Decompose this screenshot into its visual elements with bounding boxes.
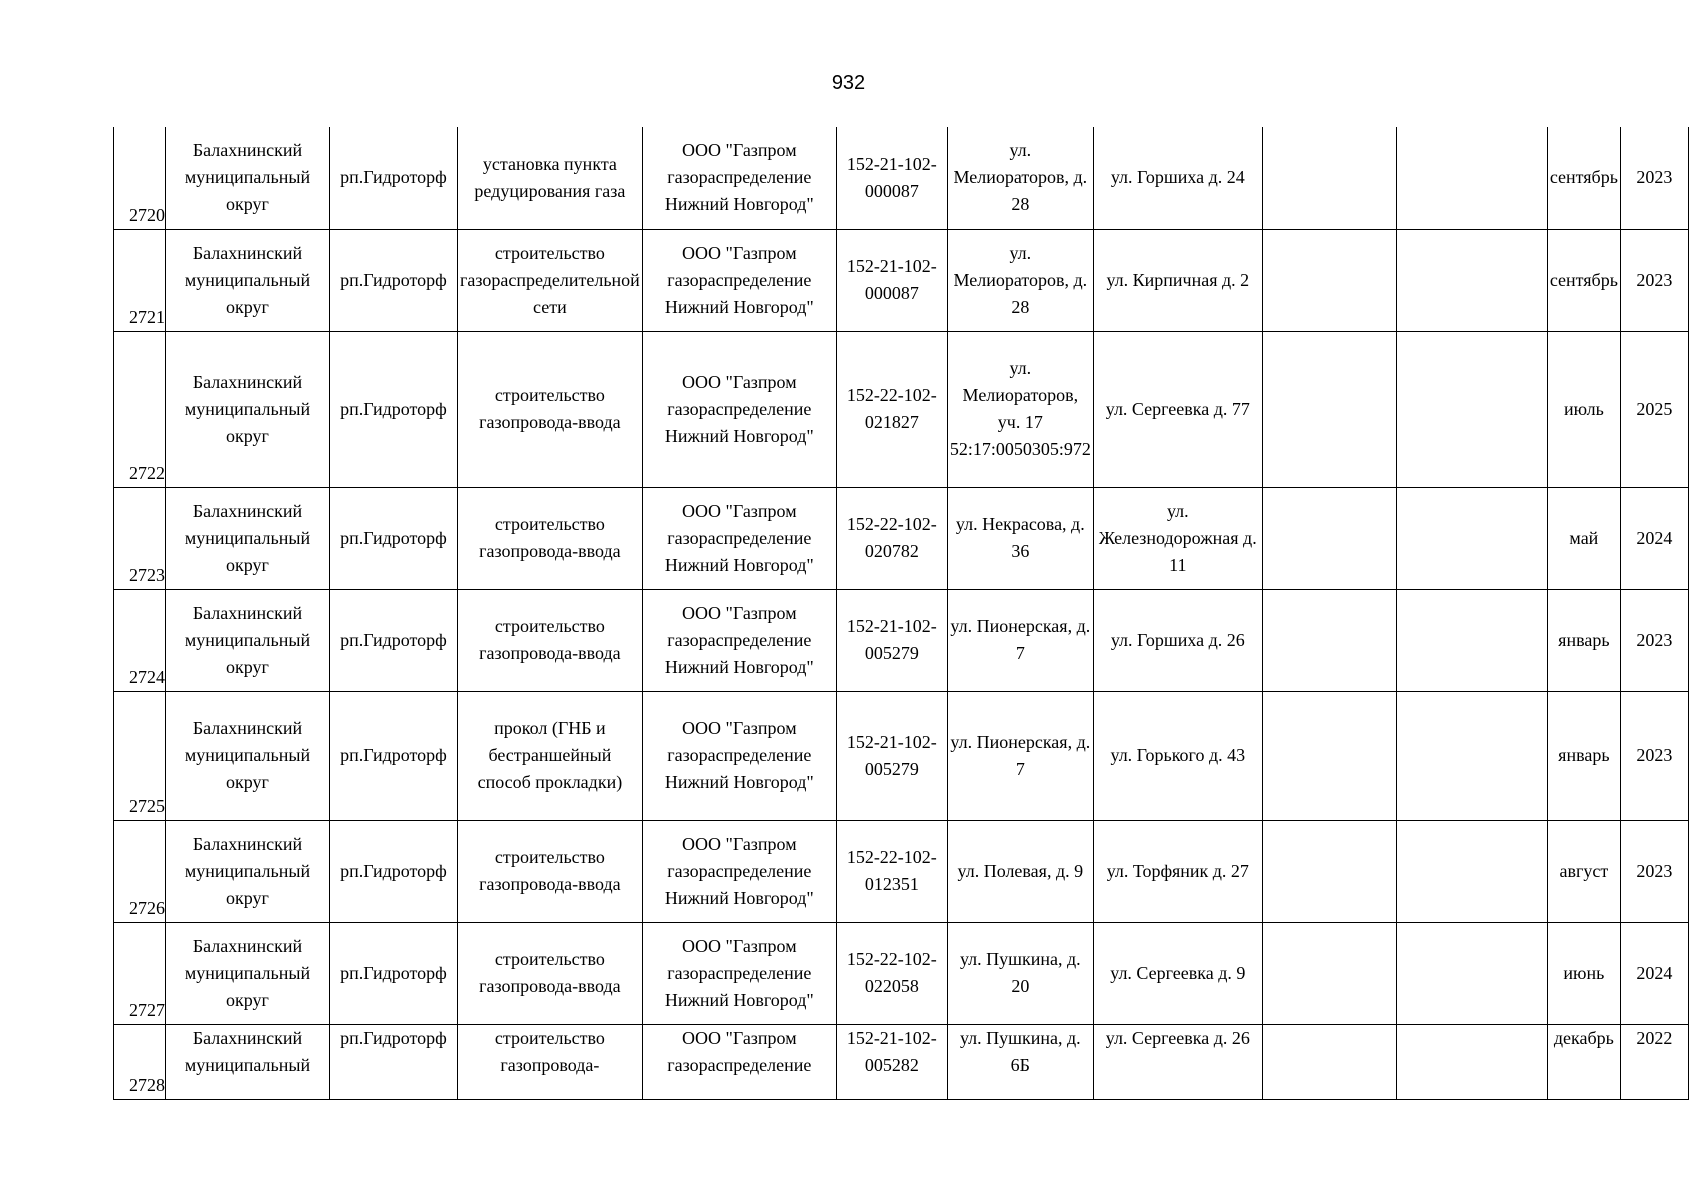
organization-cell: ООО "Газпром газораспределение xyxy=(642,1024,836,1099)
code-cell: 152-21-102-000087 xyxy=(836,127,947,229)
address-cell: ул. Пушкина, д. 6Б xyxy=(947,1024,1093,1099)
code-cell: 152-22-102-021827 xyxy=(836,331,947,487)
district-cell: Балахнинский муниципальный округ xyxy=(166,922,330,1024)
object-cell: ул. Горшиха д. 24 xyxy=(1093,127,1262,229)
object-cell: ул. Сергеевка д. 26 xyxy=(1093,1024,1262,1099)
table-row xyxy=(114,487,1689,589)
row-number: 2720 xyxy=(114,127,166,229)
month-cell: декабрь xyxy=(1547,1024,1620,1099)
empty-cell xyxy=(1262,691,1396,820)
empty-cell xyxy=(1262,487,1396,589)
work-type-cell: строительство газопровода-ввода xyxy=(458,331,643,487)
work-type-cell: строительство газопровода-ввода xyxy=(458,487,643,589)
row-number: 2725 xyxy=(114,691,166,820)
district-cell: Балахнинский муниципальный округ xyxy=(166,229,330,331)
month-cell: июль xyxy=(1547,331,1620,487)
district-cell: Балахнинский муниципальный xyxy=(166,1024,330,1099)
year-cell: 2024 xyxy=(1620,922,1688,1024)
district-cell: Балахнинский муниципальный округ xyxy=(166,127,330,229)
year-cell: 2022 xyxy=(1620,1024,1688,1099)
empty-cell xyxy=(1262,922,1396,1024)
table-row xyxy=(114,331,1689,487)
locality-cell: рп.Гидроторф xyxy=(330,820,458,922)
object-cell: ул. Торфяник д. 27 xyxy=(1093,820,1262,922)
address-cell: ул. Мелиораторов, д. 28 xyxy=(947,229,1093,331)
code-cell: 152-22-102-012351 xyxy=(836,820,947,922)
table-row xyxy=(114,589,1689,691)
district-cell: Балахнинский муниципальный округ xyxy=(166,589,330,691)
row-number: 2727 xyxy=(114,922,166,1024)
code-cell: 152-22-102-020782 xyxy=(836,487,947,589)
organization-cell: ООО "Газпром газораспределение Нижний Новгород" xyxy=(642,922,836,1024)
object-cell: ул. Кирпичная д. 2 xyxy=(1093,229,1262,331)
empty-cell xyxy=(1262,229,1396,331)
address-cell: ул. Пушкина, д. 20 xyxy=(947,922,1093,1024)
month-cell: июнь xyxy=(1547,922,1620,1024)
locality-cell: рп.Гидроторф xyxy=(330,487,458,589)
table-row xyxy=(114,1024,1689,1099)
district-cell: Балахнинский муниципальный округ xyxy=(166,331,330,487)
work-type-cell: строительство газопровода-ввода xyxy=(458,820,643,922)
address-cell: ул. Некрасова, д. 36 xyxy=(947,487,1093,589)
month-cell: январь xyxy=(1547,589,1620,691)
work-type-cell: строительство газопровода- xyxy=(458,1024,643,1099)
year-cell: 2023 xyxy=(1620,589,1688,691)
organization-cell: ООО "Газпром газораспределение Нижний Новгород" xyxy=(642,691,836,820)
object-cell: ул. Сергеевка д. 9 xyxy=(1093,922,1262,1024)
empty-cell xyxy=(1396,331,1547,487)
work-type-cell: прокол (ГНБ и бестраншейный способ прокладки) xyxy=(458,691,643,820)
table-row xyxy=(114,820,1689,922)
year-cell: 2023 xyxy=(1620,820,1688,922)
empty-cell xyxy=(1396,589,1547,691)
code-cell: 152-21-102-005282 xyxy=(836,1024,947,1099)
empty-cell xyxy=(1396,820,1547,922)
object-cell: ул. Горшиха д. 26 xyxy=(1093,589,1262,691)
object-cell: ул. Сергеевка д. 77 xyxy=(1093,331,1262,487)
work-type-cell: строительство газораспределительной сети xyxy=(458,229,643,331)
object-cell: ул. Железнодорожная д. 11 xyxy=(1093,487,1262,589)
work-type-cell: строительство газопровода-ввода xyxy=(458,589,643,691)
organization-cell: ООО "Газпром газораспределение Нижний Новгород" xyxy=(642,229,836,331)
month-cell: январь xyxy=(1547,691,1620,820)
district-cell: Балахнинский муниципальный округ xyxy=(166,487,330,589)
year-cell: 2025 xyxy=(1620,331,1688,487)
organization-cell: ООО "Газпром газораспределение Нижний Новгород" xyxy=(642,331,836,487)
row-number: 2722 xyxy=(114,331,166,487)
month-cell: сентябрь xyxy=(1547,229,1620,331)
address-cell: ул. Мелиораторов, д. 28 xyxy=(947,127,1093,229)
page-number: 932 xyxy=(831,72,866,94)
locality-cell: рп.Гидроторф xyxy=(330,1024,458,1099)
table-row xyxy=(114,691,1689,820)
registry-table xyxy=(113,127,1689,1100)
year-cell: 2024 xyxy=(1620,487,1688,589)
work-type-cell: строительство газопровода-ввода xyxy=(458,922,643,1024)
locality-cell: рп.Гидроторф xyxy=(330,691,458,820)
locality-cell: рп.Гидроторф xyxy=(330,331,458,487)
locality-cell: рп.Гидроторф xyxy=(330,922,458,1024)
code-cell: 152-21-102-000087 xyxy=(836,229,947,331)
year-cell: 2023 xyxy=(1620,691,1688,820)
organization-cell: ООО "Газпром газораспределение Нижний Новгород" xyxy=(642,127,836,229)
code-cell: 152-21-102-005279 xyxy=(836,589,947,691)
organization-cell: ООО "Газпром газораспределение Нижний Новгород" xyxy=(642,820,836,922)
row-number: 2728 xyxy=(114,1024,166,1099)
empty-cell xyxy=(1262,127,1396,229)
code-cell: 152-22-102-022058 xyxy=(836,922,947,1024)
locality-cell: рп.Гидроторф xyxy=(330,589,458,691)
empty-cell xyxy=(1396,922,1547,1024)
locality-cell: рп.Гидроторф xyxy=(330,127,458,229)
object-cell: ул. Горького д. 43 xyxy=(1093,691,1262,820)
row-number: 2723 xyxy=(114,487,166,589)
organization-cell: ООО "Газпром газораспределение Нижний Новгород" xyxy=(642,487,836,589)
district-cell: Балахнинский муниципальный округ xyxy=(166,691,330,820)
empty-cell xyxy=(1396,487,1547,589)
table-row xyxy=(114,922,1689,1024)
table-row xyxy=(114,229,1689,331)
locality-cell: рп.Гидроторф xyxy=(330,229,458,331)
address-cell: ул. Полевая, д. 9 xyxy=(947,820,1093,922)
address-cell: ул. Пионерская, д. 7 xyxy=(947,691,1093,820)
month-cell: май xyxy=(1547,487,1620,589)
empty-cell xyxy=(1262,589,1396,691)
address-cell: ул. Мелиораторов, уч. 17 52:17:0050305:972 xyxy=(947,331,1093,487)
address-cell: ул. Пионерская, д. 7 xyxy=(947,589,1093,691)
organization-cell: ООО "Газпром газораспределение Нижний Новгород" xyxy=(642,589,836,691)
empty-cell xyxy=(1262,331,1396,487)
empty-cell xyxy=(1396,229,1547,331)
empty-cell xyxy=(1396,691,1547,820)
empty-cell xyxy=(1396,127,1547,229)
work-type-cell: установка пункта редуцирования газа xyxy=(458,127,643,229)
district-cell: Балахнинский муниципальный округ xyxy=(166,820,330,922)
empty-cell xyxy=(1262,1024,1396,1099)
row-number: 2724 xyxy=(114,589,166,691)
row-number: 2721 xyxy=(114,229,166,331)
month-cell: август xyxy=(1547,820,1620,922)
year-cell: 2023 xyxy=(1620,229,1688,331)
year-cell: 2023 xyxy=(1620,127,1688,229)
empty-cell xyxy=(1262,820,1396,922)
row-number: 2726 xyxy=(114,820,166,922)
code-cell: 152-21-102-005279 xyxy=(836,691,947,820)
empty-cell xyxy=(1396,1024,1547,1099)
month-cell: сентябрь xyxy=(1547,127,1620,229)
table-row xyxy=(114,127,1689,229)
